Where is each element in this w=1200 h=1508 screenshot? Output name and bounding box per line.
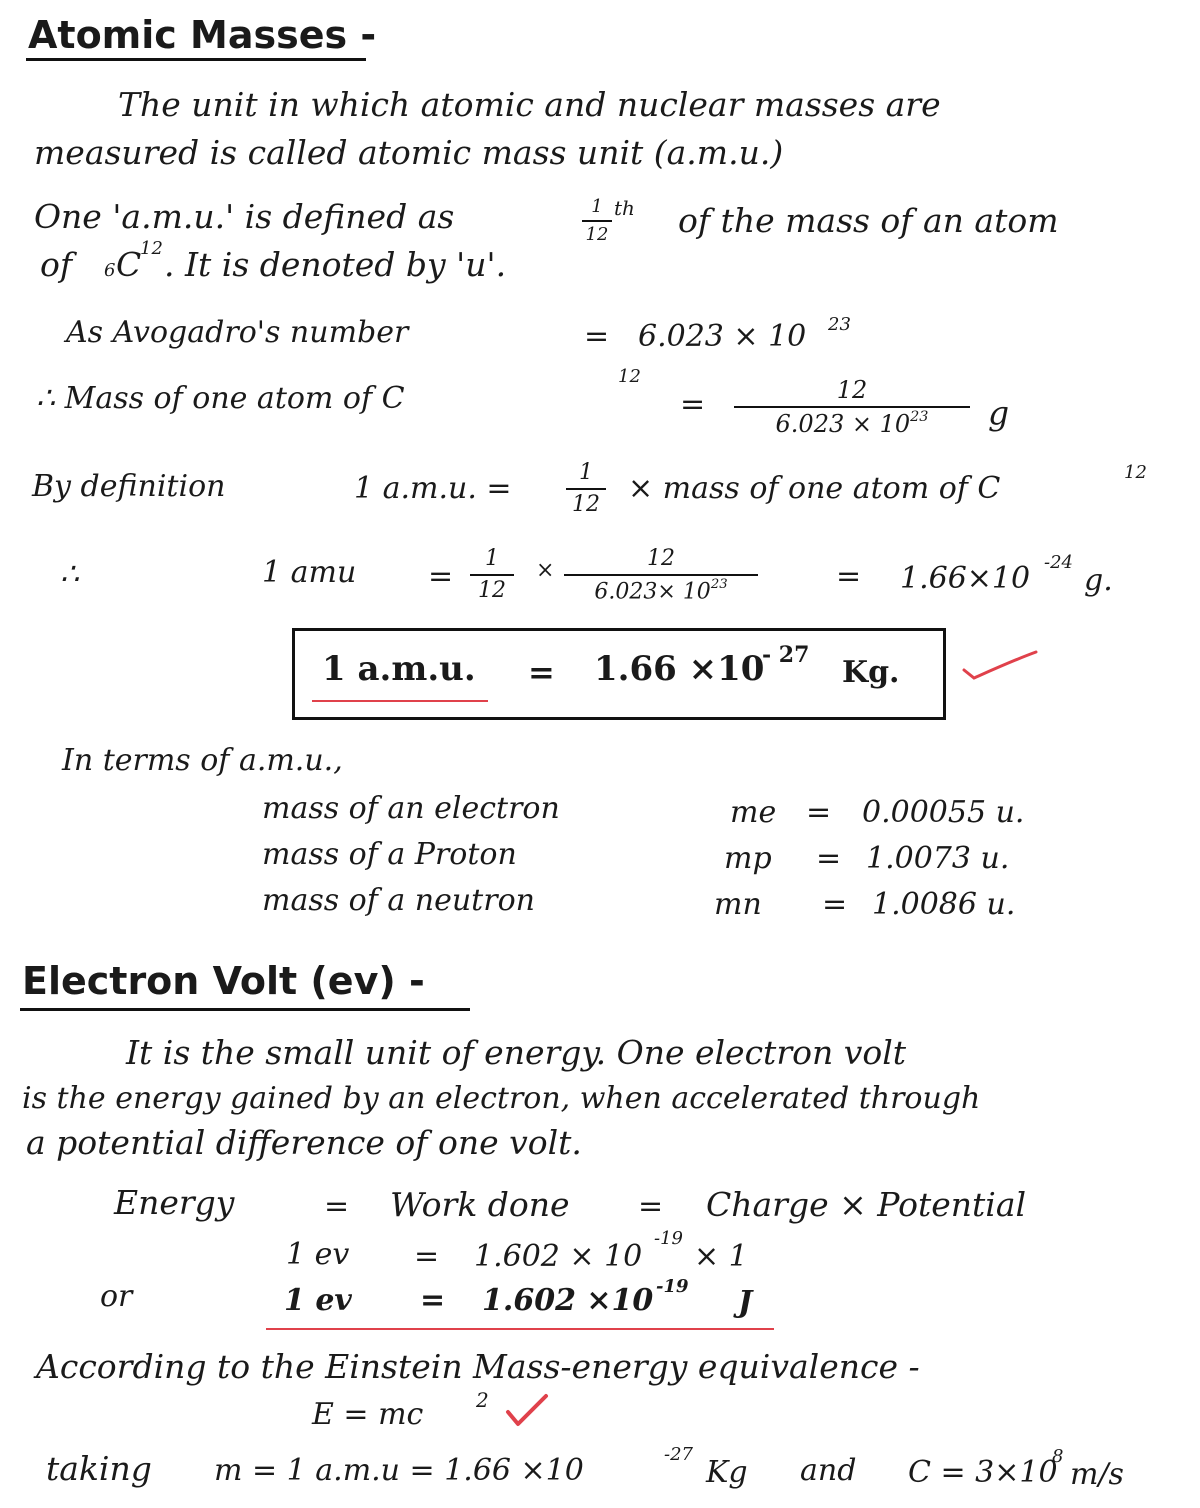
fraction-numerator: 1 [591, 196, 603, 217]
amu-result-unit: g. [1084, 563, 1113, 598]
boxed-equals: = [528, 653, 555, 691]
fraction-denominator: 12 [585, 224, 609, 245]
carbon-mass-sup: 12 [140, 238, 163, 259]
check-mark-icon [504, 1392, 550, 1428]
einstein-line: According to the Einstein Mass-energy equivalence - [36, 1347, 920, 1386]
avogadro-label: As Avogadro's number [66, 315, 409, 350]
ev1-tail: × 1 [694, 1239, 748, 1274]
taking-and: and [800, 1453, 857, 1488]
mass-row-value: 1.0073 u. [866, 841, 1010, 876]
amu-result: 1.66×10 [900, 561, 1031, 596]
taking-m: m = 1 a.m.u = 1.66 ×10 [214, 1453, 584, 1488]
energy-equals-2: = [638, 1189, 664, 1224]
by-definition-fraction [566, 462, 606, 516]
energy-rhs: Charge × Potential [706, 1185, 1027, 1224]
amu-f2-denominator: 6.023× 10 [594, 579, 711, 605]
para-line-2: measured is called atomic mass unit (a.m.u.) [34, 133, 784, 172]
by-definition-label: By definition [32, 469, 226, 504]
mass-row-label: mass of an electron [262, 791, 560, 826]
amu-result-exponent: -24 [1044, 552, 1073, 573]
amu-f2-numerator: 12 [647, 546, 675, 571]
ev-para-line-1: It is the small unit of energy. One electron volt [126, 1033, 907, 1072]
heading-underline-2 [20, 1008, 470, 1011]
boxed-unit: Kg. [842, 655, 900, 690]
one-twelfth-fraction [582, 198, 612, 244]
ev2-value: 1.602 ×10 [482, 1283, 654, 1318]
amu-equals: = [428, 559, 454, 594]
by-definition-lhs: 1 a.m.u. = [354, 471, 512, 506]
energy-equals-1: = [324, 1189, 350, 1224]
mass-row-label: mass of a Proton [262, 837, 517, 872]
mass-fraction-numerator: 12 [836, 376, 868, 404]
mass-carbon-sup: 12 [618, 366, 641, 387]
ev2-unit: J [738, 1285, 753, 1320]
para-line-1: The unit in which atomic and nuclear masses are [118, 85, 941, 124]
atomic-number-sub: 6 [104, 260, 116, 281]
mass-row-value: 1.0086 u. [872, 887, 1016, 922]
ev1-lhs: 1 ev [286, 1237, 350, 1272]
taking-m-unit: Kg [706, 1455, 748, 1490]
bydef-numerator: 1 [579, 460, 593, 485]
ev1-equals: = [414, 1239, 440, 1274]
amu-fraction-2 [564, 548, 758, 603]
heading-electron-volt: Electron Volt (ev) - [22, 959, 425, 1003]
taking-c: C = 3×10 [908, 1455, 1058, 1490]
by-definition-rhs: × mass of one atom of C [628, 471, 1001, 506]
mass-unit-g: g [988, 393, 1010, 432]
amu-f1-numerator: 1 [485, 546, 499, 571]
amu-f2-exponent: 23 [710, 577, 728, 593]
by-definition-sup: 12 [1124, 462, 1147, 483]
terms-intro: In terms of a.m.u., [62, 743, 343, 778]
ev1-exponent: -19 [654, 1228, 683, 1249]
therefore-symbol: ∴ [60, 557, 80, 592]
definition-line2-rest: . It is denoted by 'u'. [164, 245, 507, 284]
boxed-value: 1.66 ×10 [594, 649, 765, 689]
energy-lhs: Energy [114, 1183, 235, 1222]
definition-text-a: One 'a.m.u.' is defined as [34, 197, 455, 236]
ev-para-line-2: is the energy gained by an electron, when accelerated through [22, 1081, 981, 1116]
definition-line2-of: of [40, 245, 73, 284]
mass-equals: = [680, 387, 706, 422]
amu-f1-denominator: 12 [478, 578, 506, 603]
mass-fraction-exponent: 23 [910, 408, 929, 425]
avogadro-exponent: 23 [828, 314, 851, 335]
mass-fraction [734, 378, 970, 436]
heading-atomic-masses: Atomic Masses - [28, 13, 377, 57]
avogadro-value: 6.023 × 10 [638, 319, 807, 354]
mass-row-equals: = [816, 841, 842, 876]
check-mark-icon [962, 648, 1038, 682]
ev2-red-underline [266, 1328, 774, 1330]
mass-fraction-denominator: 6.023 × 10 [775, 410, 911, 438]
boxed-lhs: 1 a.m.u. [322, 649, 476, 689]
mass-row-symbol: mn [714, 887, 762, 922]
energy-work-done: Work done [390, 1185, 570, 1224]
mass-row-equals: = [806, 795, 832, 830]
amu-times: × [536, 558, 555, 583]
mass-row-symbol: me [730, 795, 777, 830]
th-suffix: th [614, 196, 635, 220]
amu-lhs: 1 amu [262, 555, 357, 590]
definition-text-b: of the mass of an atom [678, 201, 1059, 240]
heading-underline [26, 58, 366, 61]
carbon-symbol: C [116, 245, 142, 284]
taking-c-exponent: 8 [1052, 1446, 1064, 1467]
emc-exponent: 2 [476, 1388, 489, 1412]
ev2-lhs: 1 ev [284, 1283, 352, 1318]
emc-equation: E = mc [312, 1397, 424, 1432]
avogadro-equals: = [584, 319, 610, 354]
taking-label: taking [46, 1449, 152, 1488]
mass-row-value: 0.00055 u. [862, 795, 1025, 830]
ev2-equals: = [420, 1283, 446, 1318]
mass-row-label: mass of a neutron [262, 883, 535, 918]
bydef-denominator: 12 [572, 492, 600, 517]
mass-row-symbol: mp [724, 841, 772, 876]
mass-one-atom-label: ∴ Mass of one atom of C [36, 381, 405, 416]
taking-m-exponent: -27 [664, 1444, 693, 1465]
amu-equals-2: = [836, 559, 862, 594]
boxed-red-underline [312, 700, 488, 702]
or-label: or [100, 1279, 133, 1314]
taking-c-unit: m/s [1070, 1457, 1124, 1492]
amu-fraction-1 [470, 548, 514, 602]
ev-para-line-3: a potential difference of one volt. [26, 1123, 582, 1162]
ev2-exponent: -19 [656, 1276, 689, 1297]
mass-row-equals: = [822, 887, 848, 922]
boxed-exponent: - 27 [762, 642, 810, 668]
ev1-value: 1.602 × 10 [474, 1239, 643, 1274]
